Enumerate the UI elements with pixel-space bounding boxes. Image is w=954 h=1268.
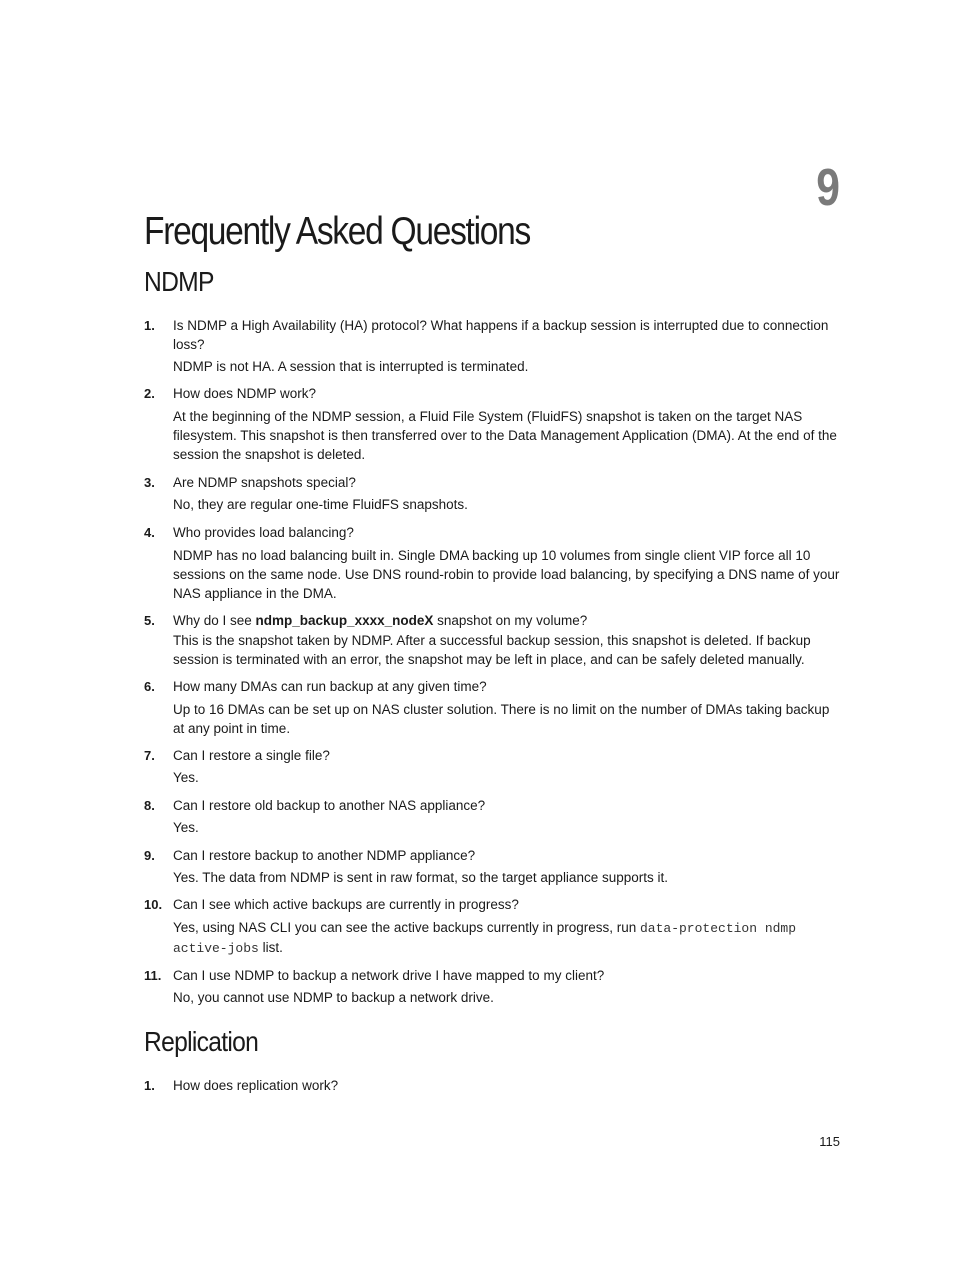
- section-title-replication: Replication: [144, 1026, 259, 1057]
- faq-item: [144, 384, 844, 464]
- faq-item: [144, 746, 844, 787]
- section-title-ndmp: NDMP: [144, 266, 214, 297]
- cli-command: data-protection ndmp active-jobs: [173, 921, 797, 956]
- faq-number: 5.: [144, 613, 155, 628]
- faq-question: How many DMAs can run backup at any given time?: [173, 679, 487, 694]
- faq-number: 9.: [144, 848, 155, 863]
- faq-question: Can I restore a single file?: [173, 748, 330, 763]
- faq-number: 3.: [144, 475, 155, 490]
- faq-item: [144, 1076, 844, 1095]
- faq-item: [144, 966, 844, 1007]
- faq-answer-post: list.: [258, 940, 283, 955]
- faq-answer: At the beginning of the NDMP session, a Fluid File System (FluidFS) snapshot is taken on the target NAS filesystem. This snapshot is then transferred over to the Data Management Application (DMA). At the end of the session the snapshot is deleted.: [173, 409, 837, 462]
- faq-answer: Yes.: [173, 820, 199, 835]
- faq-answer: Yes. The data from NDMP is sent in raw format, so the target appliance supports it.: [173, 870, 668, 885]
- faq-number: 4.: [144, 525, 155, 540]
- faq-number: 2.: [144, 386, 155, 401]
- faq-question-pre: Why do I see: [173, 613, 256, 628]
- faq-answer: NDMP has no load balancing built in. Single DMA backing up 10 volumes from single client VIP force all 10 sessions on the same node. Use DNS round-robin to provide load balancing, by specifying a DNS name of your NAS appliance in the DMA.: [173, 548, 840, 601]
- faq-item: [144, 611, 844, 669]
- faq-item: [144, 523, 844, 603]
- faq-number: 1.: [144, 318, 155, 333]
- faq-answer: This is the snapshot taken by NDMP. After a successful backup session, this snapshot is deleted. If backup session is terminated with an error, the snapshot may be left in place, and can be safely deleted manually.: [173, 633, 811, 667]
- faq-number: 8.: [144, 798, 155, 813]
- faq-answer: No, they are regular one-time FluidFS snapshots.: [173, 497, 468, 512]
- faq-item: [144, 895, 844, 958]
- faq-answer: [173, 918, 844, 958]
- faq-question: How does NDMP work?: [173, 386, 317, 401]
- faq-answer: No, you cannot use NDMP to backup a network drive.: [173, 990, 494, 1005]
- faq-answer-pre: Yes, using NAS CLI you can see the active backups currently in progress, run: [173, 920, 640, 935]
- page-title: Frequently Asked Questions: [144, 210, 530, 253]
- faq-number: 7.: [144, 748, 155, 763]
- faq-item: [144, 316, 844, 376]
- faq-question: Can I use NDMP to backup a network drive I have mapped to my client?: [173, 968, 605, 983]
- faq-item: [144, 473, 844, 514]
- faq-question: Can I restore old backup to another NAS appliance?: [173, 798, 486, 813]
- faq-number: 10.: [144, 897, 163, 912]
- faq-answer: NDMP is not HA. A session that is interrupted is terminated.: [173, 359, 529, 374]
- ndmp-faq-list: [144, 316, 844, 1007]
- faq-question: Are NDMP snapshots special?: [173, 475, 356, 490]
- faq-number: 1.: [144, 1078, 155, 1093]
- faq-item: [144, 796, 844, 837]
- faq-answer: Up to 16 DMAs can be set up on NAS cluster solution. There is no limit on the number of DMAs taking backup at any point in time.: [173, 702, 830, 736]
- faq-item: [144, 677, 844, 738]
- page-number: 115: [819, 1134, 840, 1149]
- chapter-number: 9: [816, 159, 840, 217]
- faq-item: [144, 846, 844, 887]
- faq-question: Can I restore backup to another NDMP appliance?: [173, 848, 476, 863]
- faq-question: Who provides load balancing?: [173, 525, 354, 540]
- replication-faq-list: [144, 1076, 844, 1095]
- faq-question: [173, 611, 844, 630]
- faq-question-post: snapshot on my volume?: [433, 613, 588, 628]
- faq-question: Can I see which active backups are currently in progress?: [173, 897, 519, 912]
- faq-answer: Yes.: [173, 770, 199, 785]
- snapshot-name: ndmp_backup_xxxx_nodeX: [255, 613, 434, 628]
- faq-number: 6.: [144, 679, 155, 694]
- faq-question: How does replication work?: [173, 1078, 339, 1093]
- faq-question: Is NDMP a High Availability (HA) protocol? What happens if a backup session is interrupted due to connection loss?: [173, 318, 829, 352]
- faq-number: 11.: [144, 968, 162, 983]
